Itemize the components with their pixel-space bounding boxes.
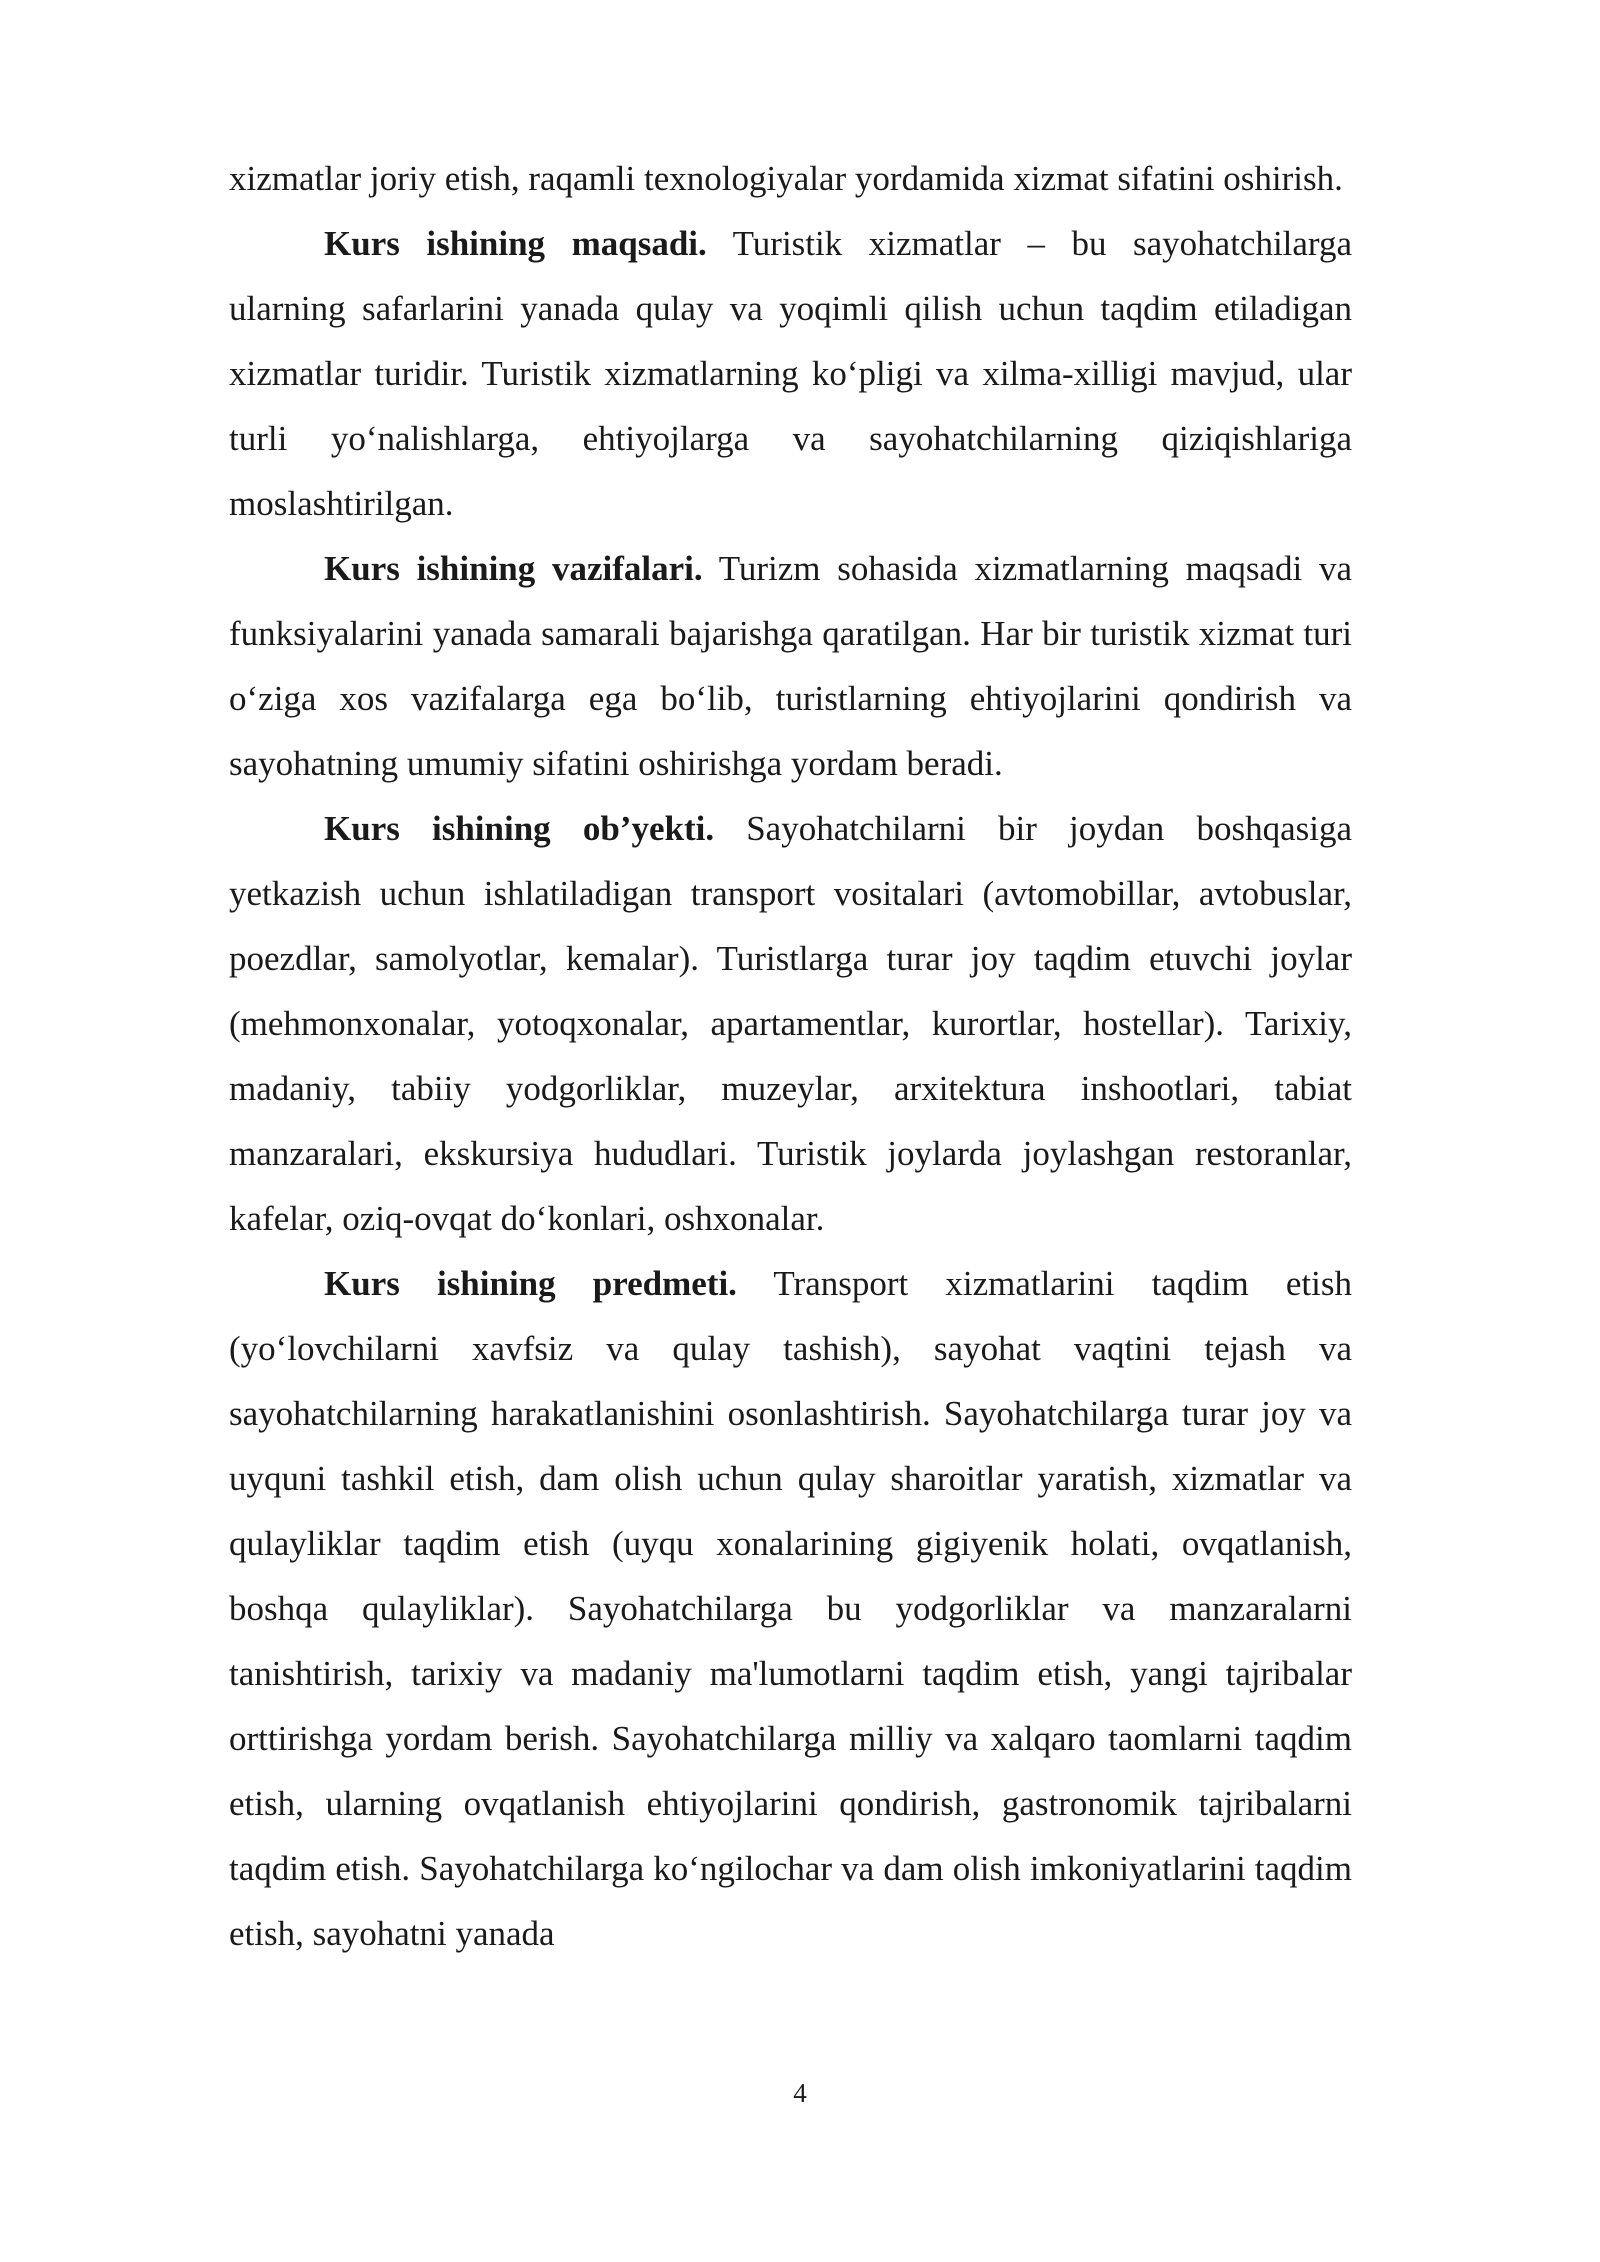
section-heading-object: Kurs ishining ob’yekti.: [324, 809, 715, 848]
section-paragraph-tasks: [229, 536, 1352, 796]
continuation-paragraph: [229, 146, 1352, 211]
page-number: 4: [793, 2078, 807, 2108]
body-text: [229, 146, 1352, 1966]
section-paragraph-subject: [229, 1251, 1352, 1966]
section-text-object: Sayohatchilarni bir joydan boshqasiga yetkazish uchun ishlatiladigan transport vositalari (avtomobillar, avtobuslar, poezdlar, samolyotlar, kemalar). Turistlarga turar joy taqdim etuvchi joylar (mehmonxonalar, yotoqxonalar, apartamentlar, kurortlar, hostellar). Tarixiy, madaniy, tabiiy yodgorliklar, muzeylar, arxitektura inshootlari, tabiat manzaralari, ekskursiya hududlari. Turistik joylarda joylashgan restoranlar, kafelar, oziq-ovqat do‘konlari, oshxonalar.: [229, 809, 1352, 1238]
section-heading-tasks: Kurs ishining vazifalari.: [324, 549, 703, 588]
section-paragraph-goal: [229, 211, 1352, 536]
section-paragraph-object: [229, 796, 1352, 1251]
section-heading-subject: Kurs ishining predmeti.: [324, 1264, 737, 1303]
section-text-goal: Turistik xizmatlar – bu sayohatchilarga ularning safarlarini yanada qulay va yoqimli qilish uchun taqdim etiladigan xizmatlar turidir. Turistik xizmatlarning ko‘pligi va xilma-xilligi mavjud, ular turli yo‘nalishlarga, ehtiyojlarga va sayohatchilarning qiziqishlariga moslashtirilgan.: [229, 224, 1352, 523]
continuation-text: xizmatlar joriy etish, raqamli texnologiyalar yordamida xizmat sifatini oshirish.: [229, 159, 1343, 198]
section-text-subject: Transport xizmatlarini taqdim etish (yo‘lovchilarni xavfsiz va qulay tashish), sayohat vaqtini tejash va sayohatchilarning harakatlanishini osonlashtirish. Sayohatchilarga turar joy va uyquni tashkil etish, dam olish uchun qulay sharoitlar yaratish, xizmatlar va qulayliklar taqdim etish (uyqu xonalarining gigiyenik holati, ovqatlanish, boshqa qulayliklar). Sayohatchilarga bu yodgorliklar va manzaralarni tanishtirish, tarixiy va madaniy ma'lumotlarni taqdim etish, yangi tajribalar orttirishga yordam berish. Sayohatchilarga milliy va xalqaro taomlarni taqdim etish, ularning ovqatlanish ehtiyojlarini qondirish, gastronomik tajribalarni taqdim etish. Sayohatchilarga ko‘ngilochar va dam olish imkoniyatlarini taqdim etish, sayohatni yanada: [229, 1264, 1352, 1953]
section-text-tasks: Turizm sohasida xizmatlarning maqsadi va funksiyalarini yanada samarali bajarishga qaratilgan. Har bir turistik xizmat turi o‘ziga xos vazifalarga ega bo‘lib, turistlarning ehtiyojlarini qondirish va sayohatning umumiy sifatini oshirishga yordam beradi.: [229, 549, 1352, 783]
section-heading-goal: Kurs ishining maqsadi.: [324, 224, 707, 263]
